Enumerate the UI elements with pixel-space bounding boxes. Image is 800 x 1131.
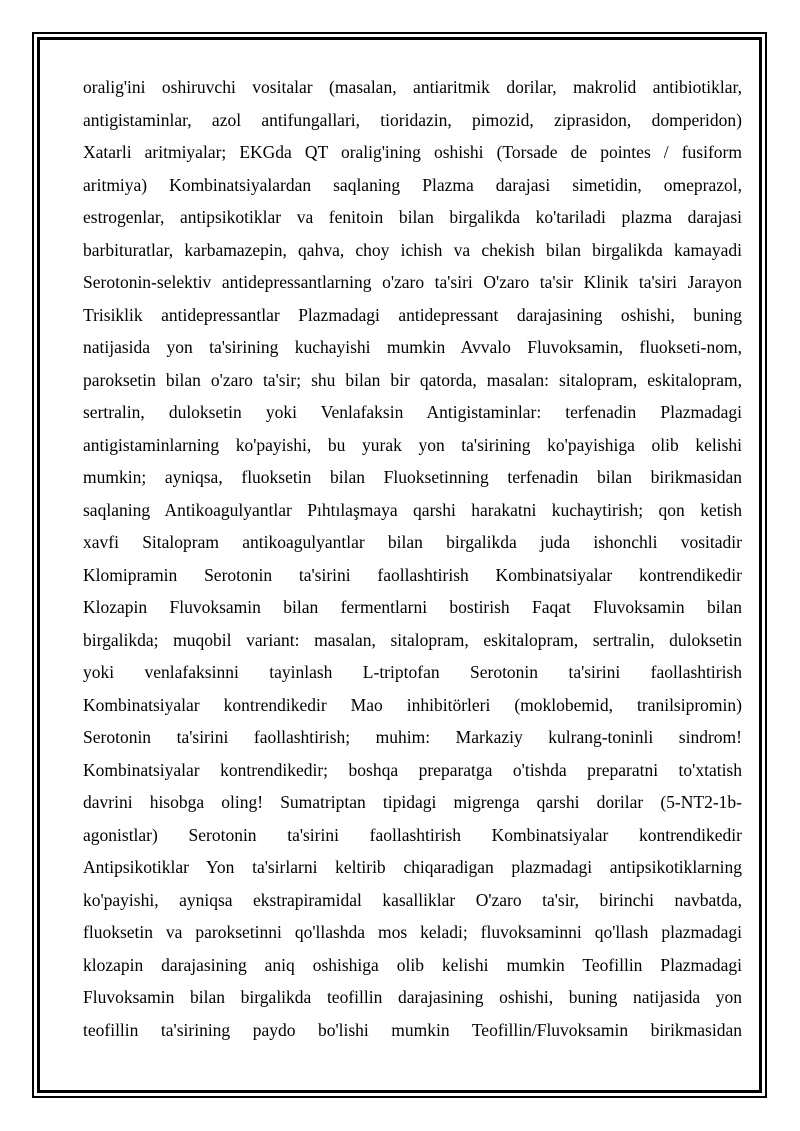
text-line: Trisiklik antidepressantlar Plazmadagi antidepressant darajasining oshishi, buning [83,304,742,325]
text-line: Antipsikotiklar Yon ta'sirlarni keltirib chiqaradigan plazmadagi antipsikotiklarning [83,857,742,877]
text-line: aritmiya) Kombinatsiyalardan saqlaning Plazma darajasi simetidin, omeprazol, [83,174,742,195]
text-line: birgalikda; muqobil variant: masalan, sitalopram, eskitalopram, sertralin, duloksetin [83,629,742,650]
text-line: Klomipramin Serotonin ta'sirini faollashtirish Kombinatsiyalar kontrendikedir [83,564,742,585]
text-line: fluoksetin va paroksetinni qo'llashda mos keladi; fluvoksaminni qo'llash plazmadagi [83,922,742,942]
text-line: Fluvoksamin bilan birgalikda teofillin darajasining oshishi, buning natijasida yon [83,987,742,1007]
text-line: ko'payishi, ayniqsa ekstrapiramidal kasalliklar O'zaro ta'sir, birinchi navbatda, [83,889,742,910]
text-line: antigistaminlar, azol antifungallari, tioridazin, pimozid, ziprasidon, domperidon) [83,109,742,130]
text-line: xavfi Sitalopram antikoagulyantlar bilan birgalikda juda ishonchli vositadir [83,532,742,552]
text-line: antigistaminlarning ko'payishi, bu yurak yon ta'sirining ko'payishiga olib kelishi [83,434,742,455]
text-line: Klozapin Fluvoksamin bilan fermentlarni bostirish Faqat Fluvoksamin bilan [83,597,742,617]
text-line: yoki venlafaksinni tayinlash L-triptofan Serotonin ta'sirini faollashtirish [83,662,742,682]
text-line: Xatarli aritmiyalar; EKGda QT oralig'ining oshishi (Torsade de pointes / fusiform [83,142,742,162]
text-line: Kombinatsiyalar kontrendikedir Mao inhibitörleri (moklobemid, tranilsipromin) [83,694,742,715]
text-line: natijasida yon ta'sirining kuchayishi mumkin Avvalo Fluvoksamin, fluokseti-nom, [83,337,742,357]
text-line: Serotonin-selektiv antidepressantlarning o'zaro ta'siri O'zaro ta'sir Klinik ta'siri Jarayon [83,272,742,292]
text-line: agonistlar) Serotonin ta'sirini faollashtirish Kombinatsiyalar kontrendikedir [83,824,742,845]
text-line: teofillin ta'sirining paydo bo'lishi mumkin Teofillin/Fluvoksamin birikmasidan [83,1019,742,1040]
text-line: estrogenlar, antipsikotiklar va fenitoin bilan birgalikda ko'tariladi plazma darajasi [83,207,742,227]
document-body [83,71,742,1046]
text-line: klozapin darajasining aniq oshishiga olib kelishi mumkin Teofillin Plazmadagi [83,954,742,975]
text-line: barbituratlar, karbamazepin, qahva, choy ichish va chekish bilan birgalikda kamayadi [83,239,742,260]
text-line: davrini hisobga oling! Sumatriptan tipidagi migrenga qarshi dorilar (5-NT2-1b- [83,792,742,812]
text-line: oralig'ini oshiruvchi vositalar (masalan, antiaritmik dorilar, makrolid antibiotiklar, [83,77,742,97]
text-line: Kombinatsiyalar kontrendikedir; boshqa preparatga o'tishda preparatni to'xtatish [83,759,742,780]
text-line: paroksetin bilan o'zaro ta'sir; shu bilan bir qatorda, masalan: sitalopram, eskitalopram, [83,369,742,390]
text-line: sertralin, duloksetin yoki Venlafaksin Antigistaminlar: terfenadin Plazmadagi [83,402,742,422]
text-line: Serotonin ta'sirini faollashtirish; muhim: Markaziy kulrang-toninli sindrom! [83,727,742,747]
text-line: mumkin; ayniqsa, fluoksetin bilan Fluoksetinning terfenadin bilan birikmasidan [83,467,742,487]
text-line: saqlaning Antikoagulyantlar Pıhtılaşmaya qarshi harakatni kuchaytirish; qon ketish [83,499,742,520]
